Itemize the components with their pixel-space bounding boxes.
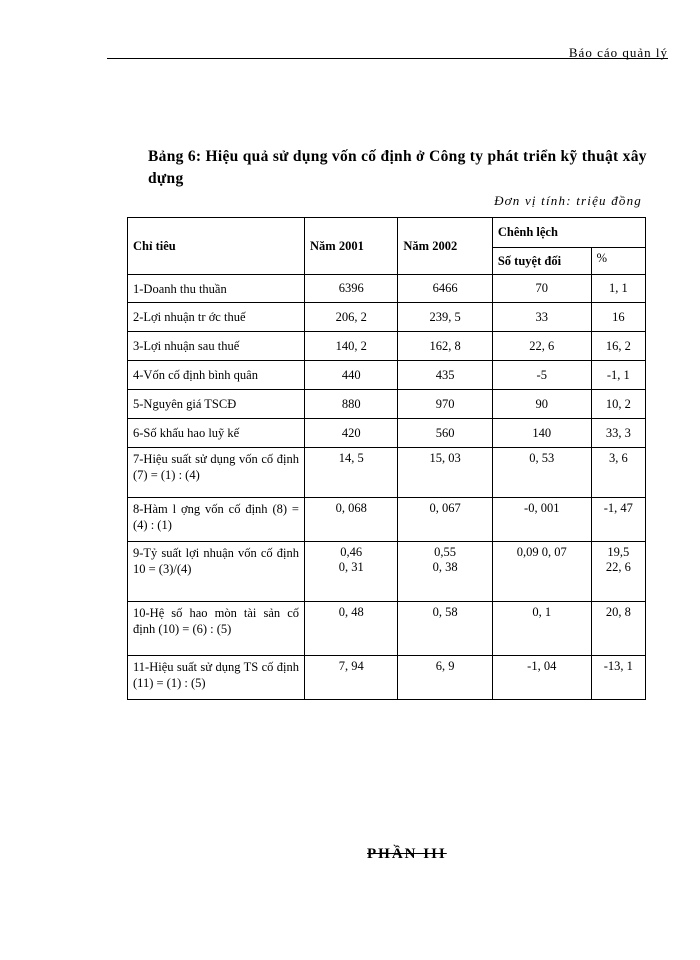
table-row bbox=[128, 303, 646, 332]
value-absolute: -5 bbox=[492, 361, 591, 390]
row-label: 2-Lợi nhuận tr ớc thuế bbox=[128, 303, 305, 332]
table-row bbox=[128, 390, 646, 419]
row-label: 6-Số khấu hao luỹ kế bbox=[128, 419, 305, 448]
value-2001: 6396 bbox=[305, 275, 398, 303]
header-indicator: Chỉ tiêu bbox=[128, 218, 305, 275]
value-2002: 6466 bbox=[398, 275, 492, 303]
table-row bbox=[128, 332, 646, 361]
value-2002: 560 bbox=[398, 419, 492, 448]
value-2001: 140, 2 bbox=[305, 332, 398, 361]
value-2001: 440 bbox=[305, 361, 398, 390]
efficiency-table bbox=[127, 217, 646, 700]
header-percent: % bbox=[591, 248, 645, 275]
value-2002: 162, 8 bbox=[398, 332, 492, 361]
table-row bbox=[128, 542, 646, 602]
table-row bbox=[128, 275, 646, 303]
value-2002: 0, 58 bbox=[398, 602, 492, 656]
table-row bbox=[128, 602, 646, 656]
value-2001: 7, 94 bbox=[305, 656, 398, 700]
row-label: 5-Nguyên giá TSCĐ bbox=[128, 390, 305, 419]
table-row bbox=[128, 656, 646, 700]
table-row bbox=[128, 498, 646, 542]
value-percent: -13, 1 bbox=[591, 656, 645, 700]
section-heading: PHẦN III bbox=[367, 846, 447, 862]
table-row bbox=[128, 419, 646, 448]
value-2001: 14, 5 bbox=[305, 448, 398, 498]
value-absolute: 0, 53 bbox=[492, 448, 591, 498]
value-absolute: 90 bbox=[492, 390, 591, 419]
value-percent: 33, 3 bbox=[591, 419, 645, 448]
value-2002: 0, 067 bbox=[398, 498, 492, 542]
header-absolute: Số tuyệt đối bbox=[492, 248, 591, 275]
header-difference: Chênh lệch bbox=[492, 218, 645, 248]
value-absolute: 0, 1 bbox=[492, 602, 591, 656]
value-2001: 0, 068 bbox=[305, 498, 398, 542]
row-label: 11-Hiệu suất sử dụng TS cố định (11) = (1) : (5) bbox=[128, 656, 305, 700]
value-2001: 0,46 0, 31 bbox=[305, 542, 398, 602]
value-2002: 970 bbox=[398, 390, 492, 419]
value-percent: 10, 2 bbox=[591, 390, 645, 419]
value-absolute: 140 bbox=[492, 419, 591, 448]
header-divider bbox=[107, 58, 668, 59]
unit-note: Đơn vị tính: triệu đồng bbox=[494, 193, 642, 208]
value-2001: 206, 2 bbox=[305, 303, 398, 332]
value-absolute: -1, 04 bbox=[492, 656, 591, 700]
value-absolute: 70 bbox=[492, 275, 591, 303]
value-percent: 20, 8 bbox=[591, 602, 645, 656]
row-label: 7-Hiệu suất sử dụng vốn cố định (7) = (1) : (4) bbox=[128, 448, 305, 498]
value-percent: 16, 2 bbox=[591, 332, 645, 361]
value-absolute: 0,09 0, 07 bbox=[492, 542, 591, 602]
table-row bbox=[128, 361, 646, 390]
value-absolute: 22, 6 bbox=[492, 332, 591, 361]
row-label: 4-Vốn cố định bình quân bbox=[128, 361, 305, 390]
value-percent: -1, 47 bbox=[591, 498, 645, 542]
value-2001: 420 bbox=[305, 419, 398, 448]
value-absolute: 33 bbox=[492, 303, 591, 332]
value-2002: 239, 5 bbox=[398, 303, 492, 332]
value-percent: 19,5 22, 6 bbox=[591, 542, 645, 602]
table-row bbox=[128, 448, 646, 498]
header-2001: Năm 2001 bbox=[305, 218, 398, 275]
value-percent: 1, 1 bbox=[591, 275, 645, 303]
row-label: 10-Hệ số hao mòn tài sản cố định (10) = (6) : (5) bbox=[128, 602, 305, 656]
header-2002: Năm 2002 bbox=[398, 218, 492, 275]
value-percent: -1, 1 bbox=[591, 361, 645, 390]
row-label: 1-Doanh thu thuần bbox=[128, 275, 305, 303]
value-2001: 0, 48 bbox=[305, 602, 398, 656]
row-label: 9-Tỷ suất lợi nhuận vốn cố định 10 = (3)/(4) bbox=[128, 542, 305, 602]
table-title: Bảng 6: Hiệu quả sử dụng vốn cố định ở Công ty phát triển kỹ thuật xây dựng bbox=[148, 148, 647, 187]
value-2002: 6, 9 bbox=[398, 656, 492, 700]
report-header-title: Báo cáo quản lý bbox=[568, 45, 668, 60]
row-label: 8-Hàm l ợng vốn cố định (8) = (4) : (1) bbox=[128, 498, 305, 542]
value-2002: 15, 03 bbox=[398, 448, 492, 498]
row-label: 3-Lợi nhuận sau thuế bbox=[128, 332, 305, 361]
value-percent: 16 bbox=[591, 303, 645, 332]
value-2002: 435 bbox=[398, 361, 492, 390]
value-percent: 3, 6 bbox=[591, 448, 645, 498]
value-2001: 880 bbox=[305, 390, 398, 419]
value-2002: 0,55 0, 38 bbox=[398, 542, 492, 602]
value-absolute: -0, 001 bbox=[492, 498, 591, 542]
